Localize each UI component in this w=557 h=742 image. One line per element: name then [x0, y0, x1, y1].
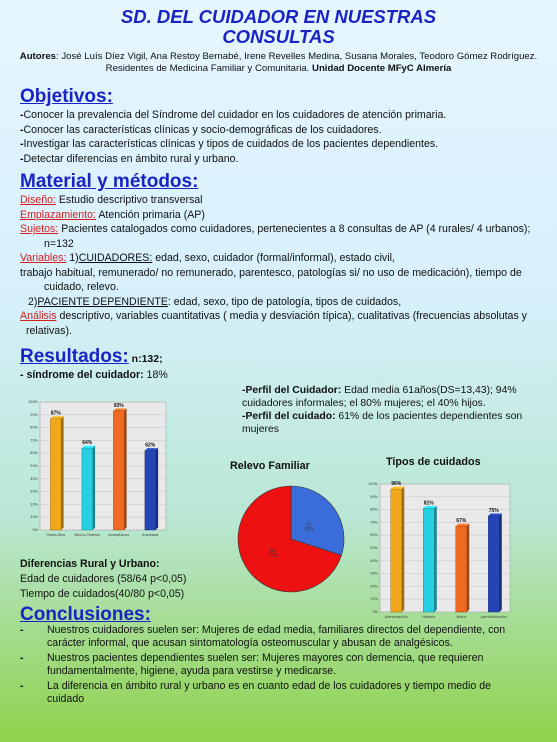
- sujetos-line: Sujetos: Pacientes catalogados como cuidadores, pertenecientes a 8 consultas de AP (4 rurales/ 4 urbanos); n=132: [20, 223, 531, 250]
- conclusion-item: - Nuestros cuidadores suelen ser: Mujeres de edad media, familiares directos del dependiente, con carácter informal, que acusan sintomatología osteomuscular y abusan de analgésicos.: [20, 624, 506, 649]
- y-tick-label: 40%: [370, 558, 378, 563]
- x-tick-label: Ansiedad: [142, 533, 159, 537]
- y-tick-label: 60%: [370, 533, 378, 538]
- perfil-cuidado: -Perfil del cuidado: 61% de los pacientes dependientes son mujeres: [242, 411, 523, 435]
- rural-line-2: Tiempo de cuidados(40/80 p<0,05): [20, 588, 185, 600]
- bar: [50, 419, 61, 530]
- y-tick-label: 90%: [30, 412, 38, 417]
- authors-label: Autores: [19, 51, 57, 62]
- rural-block: [20, 557, 186, 602]
- bar: [456, 526, 467, 612]
- title-line-1: SD. DEL CUIDADOR EN NUESTRAS: [120, 6, 437, 27]
- x-tick-label: Higiene: [422, 615, 436, 619]
- y-tick-label: 0%: [32, 528, 38, 532]
- y-tick-label: 70%: [30, 438, 38, 443]
- bar: [391, 489, 402, 612]
- data-label: 62%: [145, 442, 156, 449]
- paciente-line: 2)PACIENTE DEPENDIENTE: edad, sexo, tipo de patología, tipos de cuidados,: [28, 295, 402, 308]
- x-tick-label: Administración: [480, 615, 507, 619]
- objetivo-item: -Detectar diferencias en ámbito rural y urbano.: [20, 152, 239, 165]
- y-tick-label: 20%: [370, 584, 378, 589]
- x-tick-label: Vestir: [456, 615, 467, 619]
- chart-tipos: [364, 478, 516, 628]
- variables-line: Variables: 1)CUIDADORES: edad, sexo, cuidador (formal/informal), estado civil,: [20, 252, 395, 264]
- pie-label: 30%: [304, 526, 314, 532]
- analisis-line: Análisis descriptivo, variables cuantitativas ( media y desviación típica), cualitativas (frecuencias absolutas y relativas).: [20, 310, 527, 337]
- objetivo-item: -Conocer las características clínicas y socio-demográficas de los cuidadores.: [20, 123, 382, 136]
- pie-label: No: [270, 548, 276, 554]
- bar-side: [61, 416, 64, 530]
- y-tick-label: 100%: [367, 482, 378, 486]
- x-tick-label: Osteo-Mus: [46, 533, 66, 537]
- y-tick-label: 10%: [30, 515, 38, 520]
- tipos-title: Tipos de cuidados: [386, 456, 481, 468]
- sindrome-line: - síndrome del cuidador: 18%: [20, 369, 168, 381]
- y-tick-label: 60%: [30, 451, 38, 456]
- chart-relevo: [236, 484, 346, 594]
- relevo-title: Relevo Familiar: [230, 460, 310, 472]
- chart-sintomas: [24, 396, 172, 546]
- data-label: 75%: [488, 508, 499, 514]
- objetivos-list: [20, 108, 550, 166]
- bar-side: [93, 446, 96, 530]
- y-tick-label: 10%: [370, 597, 378, 602]
- material-body: [20, 193, 540, 338]
- y-tick-label: 0%: [372, 610, 378, 614]
- y-tick-label: 30%: [30, 489, 38, 494]
- authors-unit: Unidad Docente MFyC Almería: [312, 63, 452, 74]
- data-label: 67%: [456, 518, 467, 525]
- conclusion-item: - Nuestros pacientes dependientes suelen ser: Mujeres mayores con demencia, que requieren fundamentalmente, higiene, ayuda para vestirse y medicarse.: [20, 652, 484, 677]
- x-tick-label: Alimentación: [384, 615, 408, 619]
- title-line-2: CONSULTAS: [222, 26, 335, 47]
- conclusiones-list: [18, 624, 523, 708]
- bar: [423, 508, 434, 612]
- material-heading: Material y métodos:: [20, 171, 199, 192]
- y-tick-label: 40%: [30, 476, 38, 481]
- resultados-n: n:132;: [128, 353, 163, 365]
- bar-side: [499, 514, 502, 613]
- data-label: 64%: [82, 440, 93, 447]
- y-tick-label: 80%: [370, 507, 378, 512]
- data-label: 81%: [423, 500, 434, 507]
- bar: [113, 411, 124, 530]
- y-tick-label: 100%: [27, 400, 38, 404]
- resultados-heading-row: [20, 346, 163, 368]
- x-tick-label: Neuro-Cérebro: [74, 533, 101, 537]
- bar-side: [434, 506, 437, 612]
- objetivo-item: -Conocer la prevalencia del Síndrome del cuidador en los cuidadores de atención primaria.: [20, 109, 447, 121]
- conclusiones-heading: Conclusiones:: [20, 604, 151, 625]
- objetivos-heading: Objetivos:: [20, 86, 113, 107]
- y-tick-label: 90%: [370, 494, 378, 499]
- authors-names: : José Luís Díez Vigil, Ana Restoy Bernabé, Irene Revelles Medina, Susana Morales, Teodoro Gómez Rodríguez. Residentes de Medicina Familiar y Comunitaria.: [56, 51, 538, 74]
- perfil-cuidador: -Perfil del Cuidador: Edad media 61años(DS=13,43); 94% cuidadores informales; el 80% mujeres; el 40% hijos.: [242, 385, 517, 409]
- poster-title: [0, 7, 557, 47]
- conclusion-item: - La diferencia en ámbito rural y urbano es en cuanto edad de los cuidadores y tiempo medio de cuidado: [20, 680, 492, 705]
- diseno-line: Diseño: Estudio descriptivo transversal: [20, 194, 203, 206]
- bar: [82, 448, 93, 530]
- pie-label: Sí: [307, 521, 311, 527]
- perfil-block: [242, 384, 542, 436]
- resultados-heading: Resultados:: [20, 346, 129, 367]
- bar-side: [124, 408, 127, 530]
- bar: [488, 516, 499, 612]
- x-tick-label: Analgésicos: [108, 533, 130, 537]
- emplazamiento-line: Emplazamiento: Atención primaria (AP): [20, 208, 205, 221]
- y-tick-label: 70%: [370, 520, 378, 525]
- authors-block: [6, 51, 551, 75]
- data-label: 96%: [391, 481, 402, 488]
- pie-label: 70%: [268, 552, 278, 558]
- data-label: 93%: [113, 402, 124, 409]
- y-tick-label: 50%: [370, 546, 378, 550]
- y-tick-label: 20%: [30, 502, 38, 507]
- bar-side: [467, 524, 470, 612]
- rural-line-1: Edad de cuidadores (58/64 p<0,05): [20, 573, 187, 585]
- bar: [145, 451, 156, 530]
- y-tick-label: 50%: [30, 464, 38, 468]
- objetivo-item: -Investigar las características clínicas y tipos de cuidados de los pacientes dependientes.: [20, 138, 439, 150]
- variables-line-2: trabajo habitual, remunerado/ no remunerado, parentesco, patologías si/ no uso de medicación), tiempo de cuidado, relevo.: [20, 266, 522, 293]
- bar-side: [402, 487, 405, 612]
- rural-heading: Diferencias Rural y Urbano:: [20, 558, 160, 570]
- y-tick-label: 30%: [370, 571, 378, 576]
- bar-side: [156, 448, 159, 530]
- data-label: 87%: [50, 410, 61, 417]
- y-tick-label: 80%: [30, 425, 38, 430]
